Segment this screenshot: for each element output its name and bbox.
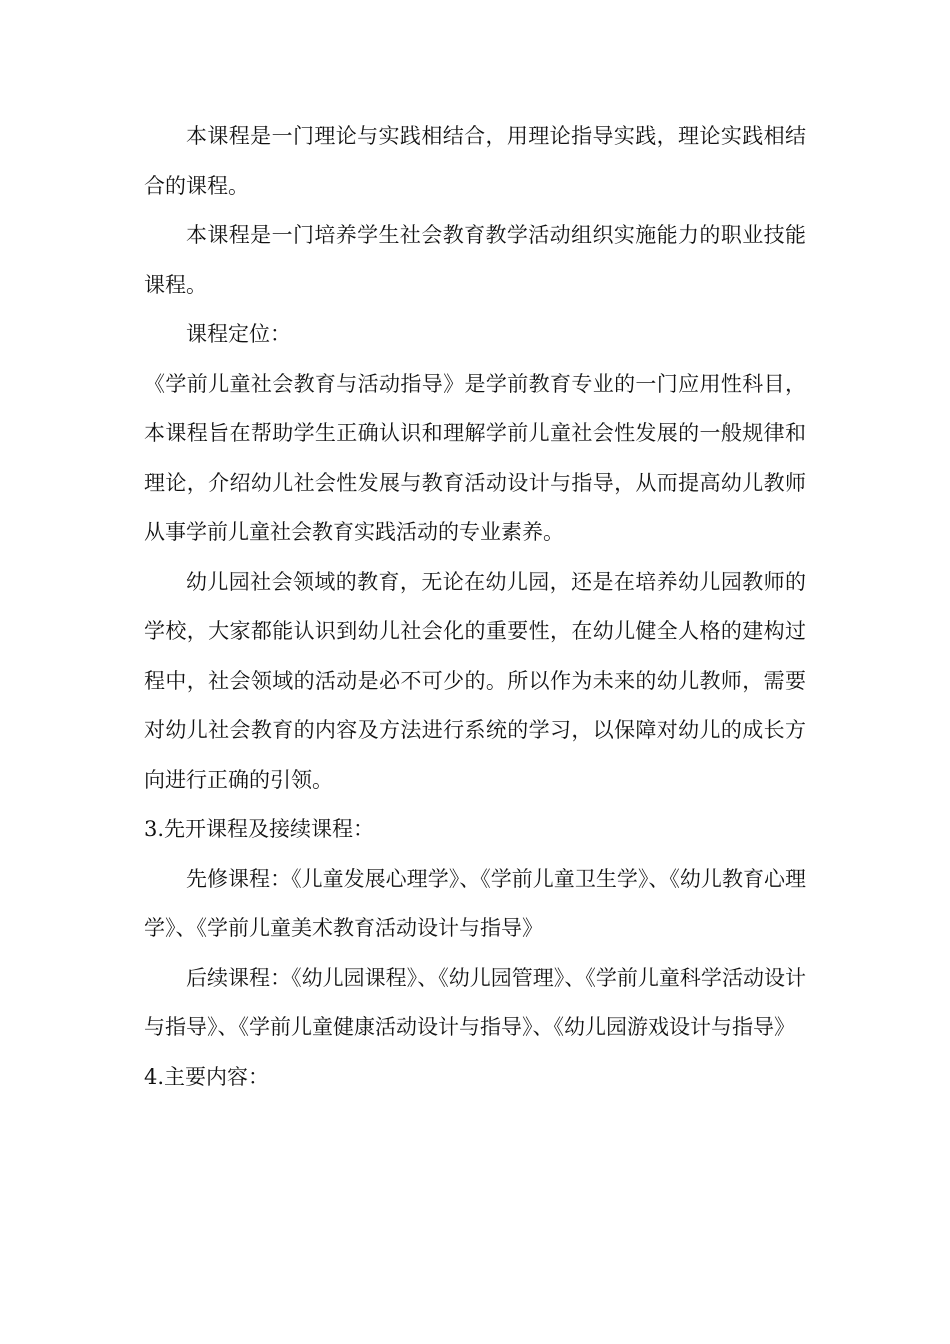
paragraph-follow-up-courses: 后续课程：《幼儿园课程》、《幼儿园管理》、《学前儿童科学活动设计与指导》、《学前儿童健康活动设计与指导》、《幼儿园游戏设计与指导》 xyxy=(144,965,806,1039)
document-body xyxy=(144,112,806,1102)
paragraph-course-positioning-heading: 课程定位： xyxy=(186,322,291,346)
section-heading-prerequisite-courses: 3.先开课程及接续课程： xyxy=(144,817,375,841)
paragraph-course-nature: 本课程是一门理论与实践相结合，用理论指导实践，理论实践相结合的课程。 xyxy=(144,124,806,198)
section-heading-main-content: 4.主要内容： xyxy=(144,1064,270,1089)
paragraph-course-positioning: 《学前儿童社会教育与活动指导》是学前教育专业的一门应用性科目，本课程旨在帮助学生正确认识和理解学前儿童社会性发展的一般规律和理论，介绍幼儿社会性发展与教育活动设计与指导，从而提高幼儿教师从事学前儿童社会教育实践活动的专业素养。 xyxy=(144,371,806,544)
paragraph-social-education: 幼儿园社会领域的教育，无论在幼儿园，还是在培养幼儿园教师的学校，大家都能认识到幼儿社会化的重要性，在幼儿健全人格的建构过程中，社会领域的活动是必不可少的。所以作为未来的幼儿教师，需要对幼儿社会教育的内容及方法进行系统的学习，以保障对幼儿的成长方向进行正确的引领。 xyxy=(144,569,806,792)
paragraph-course-skills: 本课程是一门培养学生社会教育教学活动组织实施能力的职业技能课程。 xyxy=(144,223,806,297)
paragraph-prerequisite-courses: 先修课程：《儿童发展心理学》、《学前儿童卫生学》、《幼儿教育心理学》、《学前儿童美术教育活动设计与指导》 xyxy=(144,866,806,940)
